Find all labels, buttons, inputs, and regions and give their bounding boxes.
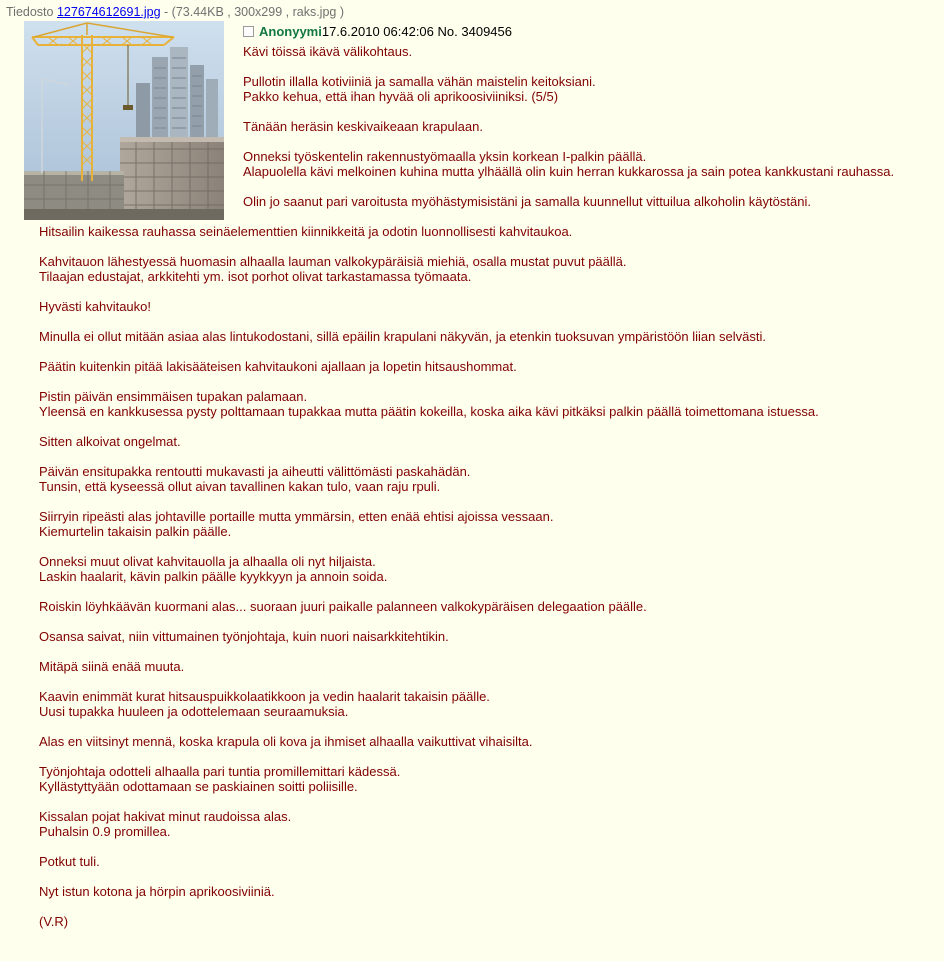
paragraph [243,194,944,209]
paragraph [39,854,944,869]
paragraph [39,464,944,494]
line: Potkut tuli. [39,854,100,869]
poster-name: Anonyymi [259,24,322,39]
line: Yleensä en kankkusessa pysty polttamaan tupakkaa mutta päätin kokeilla, koska aika kävi pitkäksi palkin päällä toimettomana istuessa. [39,404,819,419]
line: Minulla ei ollut mitään asiaa alas lintukodostani, sillä epäilin krapulani näkyvän, ja etenkin tuoksuvan ympäristöön liian selvästi. [39,329,766,344]
line: Kaavin enimmät kurat hitsauspuikkolaatikkoon ja vedin haalarit takaisin päälle. [39,689,490,704]
line: Alas en viitsinyt mennä, koska krapula oli kova ja ihmiset alhaalla vaikuttivat vihaisilta. [39,734,533,749]
line: Olin jo saanut pari varoitusta myöhästymisistäni ja samalla kuunnellut vittuilua alkoholin käytöstäni. [243,194,811,209]
line: Hyvästi kahvitauko! [39,299,151,314]
paragraph [243,74,944,104]
line: Puhalsin 0.9 promillea. [39,824,171,839]
line: Sitten alkoivat ongelmat. [39,434,181,449]
paragraph [39,509,944,539]
file-info-line [0,0,944,22]
paragraph [243,119,944,134]
paragraph [39,599,944,614]
line: Uusi tupakka huuleen ja odottelemaan seuraamuksia. [39,704,349,719]
post-image[interactable] [24,21,224,220]
line: Onneksi työskentelin rakennustyömaalla yksin korkean I-palkin päällä. [243,149,647,164]
paragraph [39,359,944,374]
line: Mitäpä siinä enää muuta. [39,659,185,674]
line: Pakko kehua, että ihan hyvää oli aprikoosiviiniksi. (5/5) [243,89,559,104]
post-number[interactable]: No. 3409456 [437,24,512,39]
paragraph [243,44,944,59]
paragraph [39,809,944,839]
line: Pistin päivän ensimmäisen tupakan palamaan. [39,389,308,404]
post-datetime: 17.6.2010 06:42:06 [321,24,434,39]
line: Tunsin, että kyseessä ollut aivan tavallinen kakan tulo, vaan raju rpuli. [39,479,441,494]
line: Kyllästyttyään odottamaan se paskiainen soitti poliisille. [39,779,358,794]
line: Päivän ensitupakka rentoutti mukavasti ja aiheutti välittömästi paskahädän. [39,464,471,479]
line: Siirryin ripeästi alas johtaville portaille mutta ymmärsin, etten enää ehtisi ajoissa vessaan. [39,509,554,524]
paragraph [39,299,944,314]
line: Kävi töissä ikävä välikohtaus. [243,44,413,59]
file-link[interactable]: 127674612691.jpg [56,5,161,19]
line: Työnjohtaja odotteli alhaalla pari tuntia promillemittari kädessä. [39,764,401,779]
paragraph [39,689,944,719]
line: Roiskin löyhkäävän kuormani alas... suoraan juuri paikalle palanneen valkokypäräisen delegaation päälle. [39,599,647,614]
paragraph [39,389,944,419]
file-meta: - (73.44KB , 300x299 , raks.jpg ) [164,5,344,19]
line: Alapuolella kävi melkoinen kuhina mutta ylhäällä olin kuin herran kukkarossa ja sain potea kankkustani rauhassa. [243,164,895,179]
line: Kissalan pojat hakivat minut raudoissa alas. [39,809,292,824]
paragraph [243,149,944,179]
paragraph [39,329,944,344]
line: (V.R) [39,914,69,929]
paragraph [39,884,944,899]
line: Onneksi muut olivat kahvitauolla ja alhaalla oli nyt hiljaista. [39,554,376,569]
file-label: Tiedosto [6,5,54,19]
line: Hitsailin kaikessa rauhassa seinäelementtien kiinnikkeitä ja odotin luonnollisesti kahvitaukoa. [39,224,573,239]
post-checkbox[interactable] [243,26,254,37]
paragraph [39,554,944,584]
paragraph [39,254,944,284]
line: Laskin haalarit, kävin palkin päälle kyykkyyn ja annoin soida. [39,569,388,584]
paragraph [39,434,944,449]
line: Pullotin illalla kotiviiniä ja samalla vähän maistelin keitoksiani. [243,74,596,89]
paragraph [39,224,944,239]
paragraph [39,659,944,674]
line: Tilaajan edustajat, arkkitehti ym. isot porhot olivat tarkastamassa työmaata. [39,269,472,284]
line: Kiemurtelin takaisin palkin päälle. [39,524,232,539]
line: Tänään heräsin keskivaikeaan krapulaan. [243,119,483,134]
paragraph [39,629,944,644]
paragraph [39,764,944,794]
paragraph [39,914,944,929]
line: Osansa saivat, niin vittumainen työnjohtaja, kuin nuori naisarkkitehtikin. [39,629,449,644]
post-body-bottom [0,224,944,929]
line: Nyt istun kotona ja hörpin aprikoosiviiniä. [39,884,275,899]
line: Päätin kuitenkin pitää lakisääteisen kahvitaukoni ajallaan ja lopetin hitsaushommat. [39,359,517,374]
line: Kahvitauon lähestyessä huomasin alhaalla lauman valkokypäräisiä miehiä, osalla mustat puvut päällä. [39,254,627,269]
paragraph [39,734,944,749]
